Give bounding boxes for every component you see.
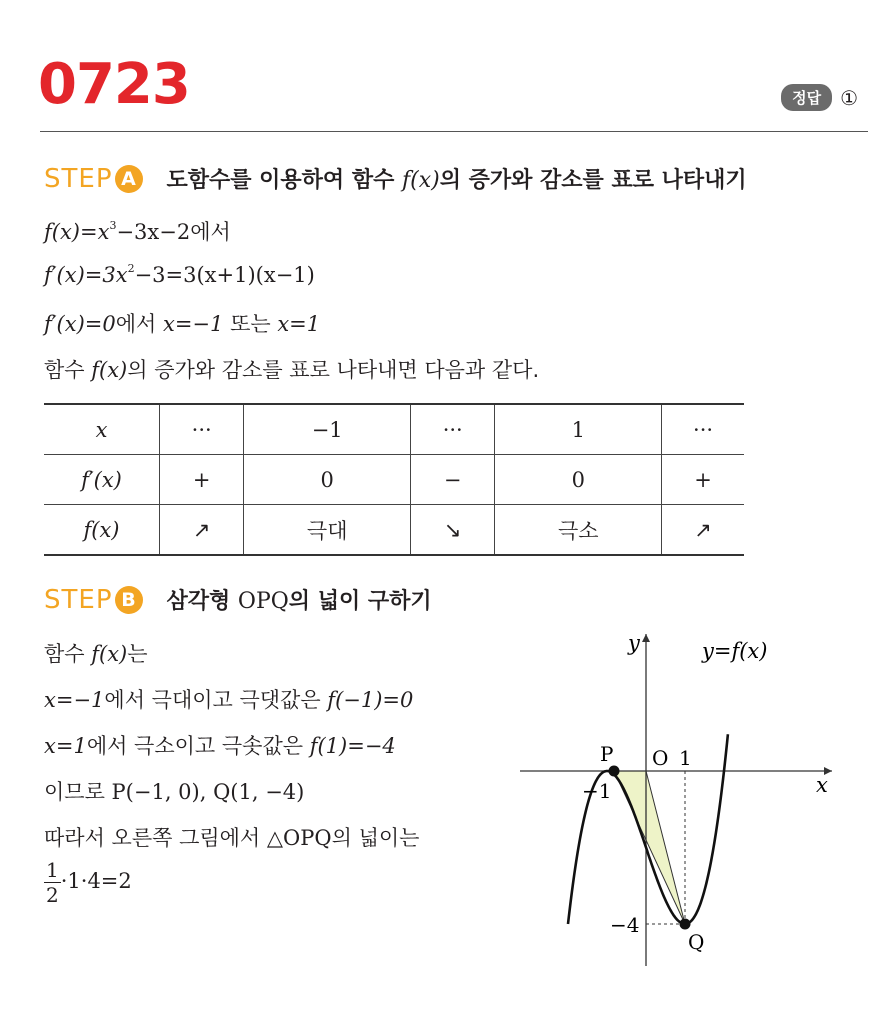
table-cell: + — [662, 455, 744, 505]
problem-number: 0723 — [38, 52, 190, 117]
step-a-letter: A — [115, 165, 143, 193]
step-a-tag: STEP — [44, 163, 113, 194]
table-cell: + — [160, 455, 244, 505]
x-axis-label: x — [816, 773, 828, 797]
point-q — [680, 919, 691, 930]
row-derivative — [44, 455, 744, 505]
answer-badge: 정답 — [781, 84, 832, 111]
label-o: O — [652, 746, 669, 770]
equation-line-2: $f'(x)=3x^2-3=3(x+1)(x-1)$ — [44, 262, 315, 287]
table-cell: ··· — [662, 404, 744, 455]
answer-value: ① — [840, 85, 858, 110]
header-divider — [40, 131, 868, 132]
table-cell: 극대 — [244, 505, 411, 556]
text-line-4: 함수 f(x)의 증가와 감소를 표로 나타내면 다음과 같다. — [44, 358, 540, 382]
y-axis-arrow — [642, 634, 650, 642]
step-b-tag: STEP — [44, 584, 113, 615]
table-cell: 0 — [495, 455, 662, 505]
b-line-2: x=−1에서 극대이고 극댓값은 f(−1)=0 — [44, 688, 414, 712]
step-a-title: 도함수를 이용하여 함수 f(x)의 증가와 감소를 표로 나타내기 — [166, 168, 747, 193]
answer-area — [781, 84, 858, 111]
label-minus-4: −4 — [610, 913, 640, 937]
table-cell: 0 — [244, 455, 411, 505]
cubic-graph — [510, 626, 840, 976]
label-1: 1 — [679, 746, 692, 770]
table-cell: ··· — [411, 404, 495, 455]
triangle-opq — [614, 771, 685, 924]
b-line-5: 따라서 오른쪽 그림에서 △OPQ의 넓이는 — [44, 826, 420, 850]
b-line-1: 함수 f(x)는 — [44, 642, 148, 666]
table-cell: f′(x) — [44, 455, 160, 505]
step-b-letter: B — [115, 586, 143, 614]
point-p — [609, 766, 620, 777]
step-b-heading — [44, 584, 432, 615]
curve-label: y=f(x) — [702, 639, 768, 663]
table-cell: ··· — [160, 404, 244, 455]
equation-line-3: f′(x)=0에서 x=−1 또는 x=1 — [44, 312, 321, 336]
label-minus-1: −1 — [582, 779, 612, 803]
table-cell: 극소 — [495, 505, 662, 556]
table-cell: f(x) — [44, 505, 160, 556]
increase-decrease-table — [44, 403, 744, 556]
fraction-one-half: $\frac{1}{2}$ — [46, 858, 59, 907]
table-cell: ↘ — [411, 505, 495, 556]
table-cell: 1 — [495, 404, 662, 455]
row-x — [44, 404, 744, 455]
b-line-6: $\frac{1}{2}$ ·1·4=2 — [46, 858, 132, 907]
table-cell: x — [44, 404, 160, 455]
b-line-4: 이므로 P(−1, 0), Q(1, −4) — [44, 780, 305, 804]
b-line-3: x=1에서 극소이고 극솟값은 f(1)=−4 — [44, 734, 396, 758]
table-cell: − — [411, 455, 495, 505]
step-a-heading — [44, 163, 747, 194]
y-axis-label: y — [628, 631, 640, 655]
equation-line-1: $f(x)=x^3-3x-2$에서 — [44, 219, 231, 244]
step-b-title: 삼각형 OPQ의 넓이 구하기 — [166, 589, 432, 614]
label-p: P — [600, 742, 614, 766]
table-cell: ↗ — [160, 505, 244, 556]
label-q: Q — [688, 930, 705, 954]
table-cell: ↗ — [662, 505, 744, 556]
table-cell: −1 — [244, 404, 411, 455]
row-function — [44, 505, 744, 556]
